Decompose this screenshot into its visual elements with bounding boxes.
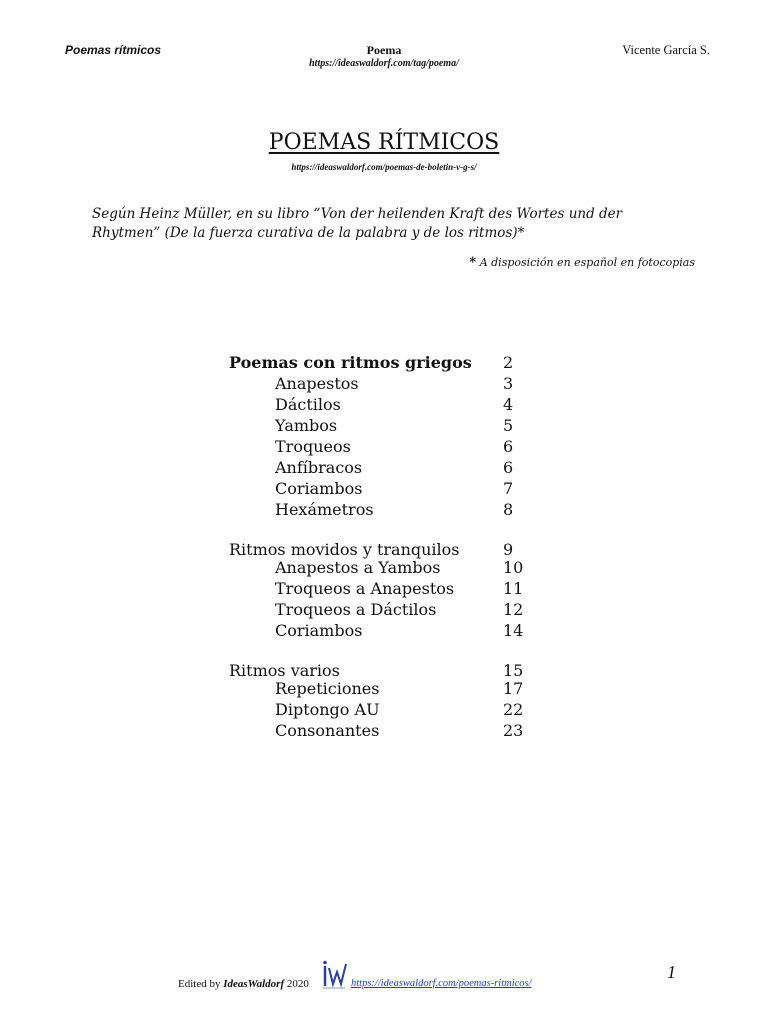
toc-page-number: 11 (503, 579, 524, 598)
toc-page-number: 2 (503, 353, 514, 372)
toc-page-number: 4 (503, 395, 514, 414)
toc-row (0, 458, 768, 480)
footer-brand: IdeasWaldorf (223, 978, 285, 990)
toc-label: Troqueos (275, 437, 351, 456)
footnote-text: A disposición en español en fotocopias (479, 256, 695, 269)
toc-page-number: 23 (503, 721, 524, 740)
toc-row (0, 558, 768, 580)
toc-label: Yambos (275, 416, 338, 435)
footer-year: 2020 (286, 978, 309, 990)
footnote (469, 255, 695, 270)
toc-label: Coriambos (275, 479, 363, 498)
title-url: https://ideaswaldorf.com/poemas-de-boletin-v-g-s/ (291, 162, 477, 172)
toc-label: Repeticiones (275, 679, 380, 698)
page-number: 1 (667, 962, 676, 982)
toc-row (0, 395, 768, 417)
toc-page-number: 8 (503, 500, 514, 519)
header-left-title: Poemas rítmicos (65, 43, 162, 57)
toc-label: Anapestos a Yambos (275, 558, 441, 577)
intro-paragraph: Según Heinz Müller, en su libro “Von der heilenden Kraft des Wortes und der Rhytmen” (De la fuerza curativa de la palabra y de los ritmos)* (92, 206, 623, 241)
ideaswaldorf-logo-icon (319, 960, 349, 990)
footer-edited-prefix: Edited by (178, 978, 221, 990)
page-title: POEMAS RÍTMICOS (268, 130, 500, 155)
toc-row (0, 416, 768, 438)
toc-label: Poemas con ritmos griegos (229, 353, 472, 372)
toc-label: Ritmos movidos y tranquilos (229, 540, 460, 559)
toc-label: Hexámetros (275, 500, 374, 519)
toc-row (0, 721, 768, 743)
toc-page-number: 10 (503, 558, 524, 577)
toc-row (0, 679, 768, 701)
toc-page-number: 3 (503, 374, 514, 393)
toc-page-number: 7 (503, 479, 514, 498)
toc-label: Troqueos a Anapestos (275, 579, 455, 598)
toc-row (0, 353, 768, 375)
toc-page-number: 6 (503, 437, 514, 456)
toc-label: Diptongo AU (275, 700, 380, 719)
toc-row (0, 600, 768, 622)
toc-page-number: 17 (503, 679, 524, 698)
header-author: Vicente García S. (622, 43, 710, 57)
toc-page-number: 15 (503, 661, 524, 680)
toc-page-number: 6 (503, 458, 514, 477)
toc-label: Troqueos a Dáctilos (275, 600, 437, 619)
toc-row (0, 479, 768, 501)
footnote-star: * (469, 255, 477, 270)
toc-page-number: 22 (503, 700, 524, 719)
toc-row (0, 579, 768, 601)
toc-page-number: 12 (503, 600, 524, 619)
toc-label: Anapestos (275, 374, 359, 393)
toc-label: Anfíbracos (275, 458, 363, 477)
toc-row (0, 374, 768, 396)
toc-row (0, 700, 768, 722)
toc-row (0, 621, 768, 643)
footer-link[interactable]: https://ideaswaldorf.com/poemas-ritmicos/ (351, 978, 532, 989)
toc-label: Ritmos varios (229, 661, 340, 680)
footer-edited-by (178, 978, 309, 990)
header-url: https://ideaswaldorf.com/tag/poema/ (309, 58, 459, 69)
toc-label: Coriambos (275, 621, 363, 640)
toc-page-number: 9 (503, 540, 514, 559)
toc-label: Dáctilos (275, 395, 341, 414)
toc-row (0, 437, 768, 459)
toc-page-number: 14 (503, 621, 524, 640)
header-center-title: Poema (366, 43, 402, 57)
toc-page-number: 5 (503, 416, 514, 435)
toc-row (0, 500, 768, 522)
toc-label: Consonantes (275, 721, 380, 740)
